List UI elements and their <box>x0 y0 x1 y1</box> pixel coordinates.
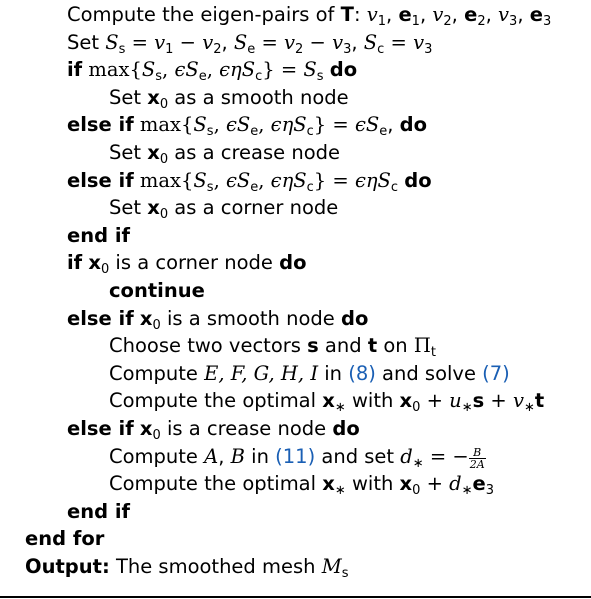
math-symbol: } = <box>262 58 304 82</box>
text-segment: in <box>244 444 276 468</box>
subscript: 0 <box>412 483 421 499</box>
math-symbol: x <box>147 85 160 109</box>
subscript: 3 <box>485 483 495 499</box>
math-symbol: max{ <box>82 58 142 82</box>
math-symbol: x <box>322 389 335 413</box>
text-segment: + <box>420 472 450 496</box>
math-symbol: ϵS <box>225 113 251 137</box>
algorithm-line <box>67 305 368 332</box>
math-symbol: s <box>472 389 485 413</box>
math-symbol: v <box>332 30 344 54</box>
text-segment: Set <box>67 30 106 54</box>
text-segment: and <box>318 334 368 358</box>
algorithm-line <box>109 360 510 387</box>
math-symbol: S <box>105 30 119 54</box>
subscript: c <box>255 69 263 85</box>
subscript: e <box>250 124 259 140</box>
algorithm-line <box>109 387 544 414</box>
text-segment: is a crease node <box>160 417 333 440</box>
math-symbol: d <box>449 472 462 496</box>
math-symbol: ϵS <box>225 168 251 192</box>
subscript: s <box>341 566 349 581</box>
text-segment: , <box>351 30 364 54</box>
math-symbol: ϵS <box>174 58 199 82</box>
text-segment: is a smooth node <box>160 306 341 330</box>
algorithm-line <box>109 277 205 304</box>
text-segment: with <box>345 389 400 413</box>
math-symbol: v <box>512 389 524 413</box>
equation-reference-link[interactable]: (8) <box>348 361 376 385</box>
algorithm-line <box>67 249 306 276</box>
algorithm-line <box>67 498 130 525</box>
text-segment: : <box>353 3 367 26</box>
math-symbol: , <box>258 113 271 137</box>
subscript: e <box>247 41 256 57</box>
algorithm-line <box>109 84 349 111</box>
text-segment: Compute the eigen-pairs of <box>67 3 341 26</box>
subscript: s <box>206 179 214 195</box>
keyword: end for <box>25 527 105 551</box>
math-symbol: S <box>363 30 378 54</box>
math-symbol: B <box>230 444 245 468</box>
subscript: ∗ <box>461 400 473 416</box>
subscript: ∗ <box>334 483 346 499</box>
subscript: c <box>390 179 399 195</box>
subscript: e <box>250 179 259 195</box>
text-segment: , <box>387 113 400 137</box>
math-symbol: S <box>141 58 156 82</box>
subscript: 0 <box>412 400 421 416</box>
math-symbol: x <box>399 389 413 413</box>
math-symbol: t <box>367 334 378 358</box>
subscript: 2 <box>213 41 222 57</box>
algorithm-line <box>25 525 104 552</box>
subscript: 0 <box>159 96 169 112</box>
math-symbol: M <box>321 555 342 578</box>
math-symbol: t <box>534 389 545 413</box>
math-symbol: v <box>154 30 166 54</box>
keyword: else if <box>67 168 134 192</box>
subscript: 1 <box>411 14 420 29</box>
math-symbol: s <box>307 334 319 358</box>
keyword: do <box>340 306 369 330</box>
algorithm-line <box>109 470 494 497</box>
math-symbol: d <box>400 444 413 468</box>
math-symbol: x <box>139 417 153 440</box>
algorithm-line <box>109 332 436 359</box>
math-symbol: S <box>303 58 317 82</box>
keyword: else if <box>67 113 134 137</box>
keyword: if <box>67 58 83 82</box>
subscript: ∗ <box>524 400 535 416</box>
fraction-numerator: B <box>469 447 486 459</box>
text-segment: Compute the optimal <box>109 389 323 413</box>
text-segment: The smoothed mesh <box>109 555 322 578</box>
math-symbol: , <box>213 168 226 192</box>
text-segment: + <box>484 389 513 413</box>
fraction-denominator: 2A <box>469 457 485 471</box>
math-symbol: ϵηS <box>219 58 256 82</box>
text-segment: + <box>420 389 450 413</box>
subscript: ∗ <box>334 400 346 416</box>
math-symbol: x <box>322 472 335 496</box>
text-segment: Choose two vectors <box>109 334 308 358</box>
subscript: 0 <box>152 317 161 333</box>
text-segment: Compute <box>109 444 205 468</box>
math-symbol: Π <box>413 334 431 358</box>
math-symbol: x <box>147 196 160 220</box>
text-segment: as a smooth node <box>168 85 349 109</box>
text-segment: and set <box>315 444 401 468</box>
text-segment: is a corner node <box>109 251 280 275</box>
math-symbol: v <box>498 3 510 26</box>
algorithm-line <box>109 139 340 166</box>
keyword: end if <box>67 499 131 523</box>
algorithm-line <box>67 29 432 56</box>
math-symbol: } = <box>313 113 355 137</box>
math-symbol: = <box>125 30 155 54</box>
subscript: s <box>316 69 324 85</box>
subscript: t <box>430 345 436 361</box>
subscript: e <box>379 124 388 140</box>
math-symbol: = <box>255 30 285 54</box>
math-symbol: − <box>173 30 203 54</box>
subscript: c <box>306 179 314 195</box>
math-symbol: e <box>464 3 478 26</box>
keyword: Output: <box>25 555 110 578</box>
keyword: else if <box>67 417 134 440</box>
subscript: 0 <box>159 152 169 167</box>
text-segment: on <box>377 334 414 358</box>
equation-reference-link[interactable]: (7) <box>482 361 510 385</box>
algorithm-line <box>109 443 486 470</box>
bottom-rule <box>0 596 591 598</box>
subscript: 2 <box>295 41 304 57</box>
math-symbol: v <box>432 3 444 26</box>
subscript: c <box>377 41 385 57</box>
equation-reference-link[interactable]: (11) <box>275 444 316 468</box>
math-symbol: x <box>88 251 101 275</box>
math-symbol: ϵηS <box>270 168 307 192</box>
keyword: do <box>329 58 358 82</box>
subscript: 1 <box>165 41 174 57</box>
text-segment: , <box>221 30 234 54</box>
text-segment: in <box>318 361 349 385</box>
text-segment: , <box>419 3 433 26</box>
math-symbol: A <box>204 444 219 468</box>
math-symbol: = − <box>423 444 469 468</box>
subscript: s <box>118 41 126 57</box>
text-segment: Compute <box>109 361 205 385</box>
keyword: do <box>404 168 432 192</box>
math-symbol: x <box>399 472 413 496</box>
text-segment: Set <box>109 196 148 220</box>
math-symbol: , <box>213 113 226 137</box>
text-segment: as a corner node <box>168 196 339 220</box>
math-symbol: } = <box>313 168 355 192</box>
keyword: continue <box>109 279 205 302</box>
algorithm-line <box>67 222 130 249</box>
subscript: s <box>206 124 214 140</box>
math-symbol: e <box>529 3 543 26</box>
text-segment: as a crease node <box>168 141 341 164</box>
keyword: else if <box>67 306 134 330</box>
math-symbol: x <box>139 306 153 330</box>
text-segment: , <box>218 444 231 468</box>
math-symbol: ϵS <box>354 113 380 137</box>
math-symbol: S <box>233 30 248 54</box>
subscript: 2 <box>443 14 452 29</box>
text-segment: , <box>386 3 399 26</box>
keyword: if <box>67 251 83 275</box>
math-symbol: S <box>193 113 207 137</box>
subscript: 0 <box>152 428 161 443</box>
math-symbol: ϵηS <box>270 113 307 137</box>
math-symbol: T <box>340 3 354 26</box>
keyword: do <box>279 251 307 275</box>
math-symbol: , <box>258 168 271 192</box>
text-segment: Set <box>109 141 148 164</box>
text-segment: and solve <box>375 361 483 385</box>
subscript: e <box>198 69 207 85</box>
subscript: 3 <box>343 41 352 57</box>
math-symbol: max{ <box>133 113 194 137</box>
math-symbol: v <box>413 30 425 54</box>
math-symbol: v <box>366 3 378 26</box>
fraction <box>469 447 486 470</box>
algorithm-line <box>67 111 427 138</box>
math-symbol: x <box>147 141 160 164</box>
algorithm-line <box>25 553 348 580</box>
math-symbol: , <box>206 58 220 82</box>
text-segment: , <box>517 3 530 26</box>
text-segment: , <box>451 3 465 26</box>
keyword: end if <box>67 223 131 247</box>
subscript: 3 <box>424 41 433 57</box>
math-symbol: E, F, G, H, I <box>204 361 319 385</box>
math-symbol: e <box>472 472 486 496</box>
subscript: ∗ <box>461 483 473 499</box>
math-symbol: − <box>303 30 333 54</box>
subscript: s <box>155 69 163 85</box>
algorithm-line <box>67 1 551 28</box>
math-symbol: u <box>449 389 462 413</box>
math-symbol: ϵηS <box>354 168 391 192</box>
subscript: c <box>306 124 314 140</box>
text-segment: Set <box>109 85 148 109</box>
keyword: do <box>332 417 360 440</box>
math-symbol: e <box>398 3 412 26</box>
keyword: do <box>399 113 427 137</box>
algorithm-line <box>67 415 360 442</box>
math-symbol: v <box>284 30 296 54</box>
algorithm-line <box>109 194 338 221</box>
text-segment: with <box>345 472 400 496</box>
algorithm-line <box>67 167 432 194</box>
math-symbol: S <box>193 168 207 192</box>
subscript: 0 <box>159 207 169 223</box>
subscript: 1 <box>377 14 387 29</box>
subscript: 2 <box>477 14 486 29</box>
text-segment: Compute the optimal <box>109 472 323 496</box>
subscript: 0 <box>100 262 110 278</box>
math-symbol: max{ <box>133 168 194 192</box>
math-symbol: , <box>162 58 175 82</box>
algorithm-line <box>67 56 357 83</box>
text-segment: , <box>485 3 498 26</box>
subscript: 3 <box>509 14 518 29</box>
subscript: ∗ <box>412 455 424 471</box>
math-symbol: = <box>384 30 414 54</box>
math-symbol: v <box>202 30 214 54</box>
subscript: 3 <box>542 14 552 29</box>
